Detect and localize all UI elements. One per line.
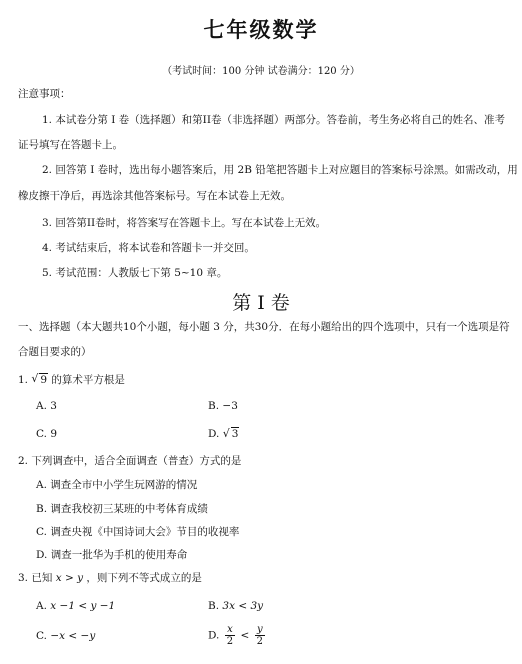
notice-line: 2. 回答第 I 卷时，选出每小题答案后，用 2B 铅笔把答题卡上对应题目的答案标号涂黑。如需改动，用 [42,164,518,176]
radicand: 9 [40,374,48,386]
question-text: 的算术平方根是 [51,374,125,386]
option-d [208,624,267,647]
sqrt-expression: √ 9 [31,372,48,386]
notice-heading: 注意事项： [18,88,71,100]
math-expression: 3x < 3y [222,600,264,612]
option-b: B. 调查我校初三某班的中考体育成绩 [36,503,208,515]
notice-line: 5. 考试范围：人教版七下第 5~10 章。 [42,267,228,279]
option-d: D. 调查一批华为手机的使用寿命 [36,549,188,561]
option-a: A. 调查全市中小学生玩网游的情况 [36,479,198,491]
notice-line: 3. 回答第II卷时，将答案写在答题卡上。写在本试卷上无效。 [42,217,327,229]
option-d [208,428,239,440]
section-title: 第 I 卷 [232,292,290,314]
option-c: C. 调查央视《中国诗词大会》节目的收视率 [36,526,240,538]
option-c [36,630,95,642]
option-label: B. [208,600,220,612]
numerator: x [227,624,233,635]
less-than-sign: < [240,629,250,642]
option-c: C. 9 [36,428,58,440]
option-label: C. [36,630,47,642]
notice-line: 4. 考试结束后，将本试卷和答题卡一并交回。 [42,242,255,254]
exam-title: 七年级数学 [203,17,319,42]
option-label: D. [208,629,220,642]
numerator: y [256,624,263,635]
exam-subtitle: （考试时间：100 分钟 试卷满分：120 分） [162,66,360,77]
math-expression: −x < −y [50,630,96,642]
option-label: D. [208,428,220,440]
fraction [255,624,265,647]
part-intro-line: 合题目要求的） [18,346,92,358]
question-number: 1. [18,374,29,386]
sqrt-expression: √ 3 [222,427,239,440]
question-text: ，则下列不等式成立的是 [86,572,202,584]
option-b: B. −3 [208,400,238,412]
question-text: 3. 已知 [18,572,53,584]
question-2-stem: 2. 下列调查中，适合全面调查（普查）方式的是 [18,455,242,467]
math-expression: x > y [55,572,84,584]
fraction [225,624,235,647]
denominator: 2 [256,636,263,647]
option-b [208,600,263,612]
option-a: A. 3 [36,400,57,412]
notice-line: 证号填写在答题卡上。 [18,139,123,151]
radicand: 3 [231,428,239,440]
denominator: 2 [226,636,234,647]
question-1-stem [18,373,125,387]
math-expression: x −1 < y −1 [50,600,116,612]
notice-line: 1. 本试卷分第 I 卷（选择题）和第II卷（非选择题）两部分。答卷前，考生务必将自己的姓名、准考 [42,114,505,126]
question-3-stem [18,571,202,585]
part-intro-line: 一、选择题（本大题共10个小题，每小题 3 分，共30分．在每小题给出的四个选项中，只有一个选项是符 [18,321,510,333]
notice-line: 橡皮擦干净后，再选涂其他答案标号。写在本试卷上无效。 [18,190,291,202]
option-label: A. [36,600,47,612]
option-a [36,600,115,612]
